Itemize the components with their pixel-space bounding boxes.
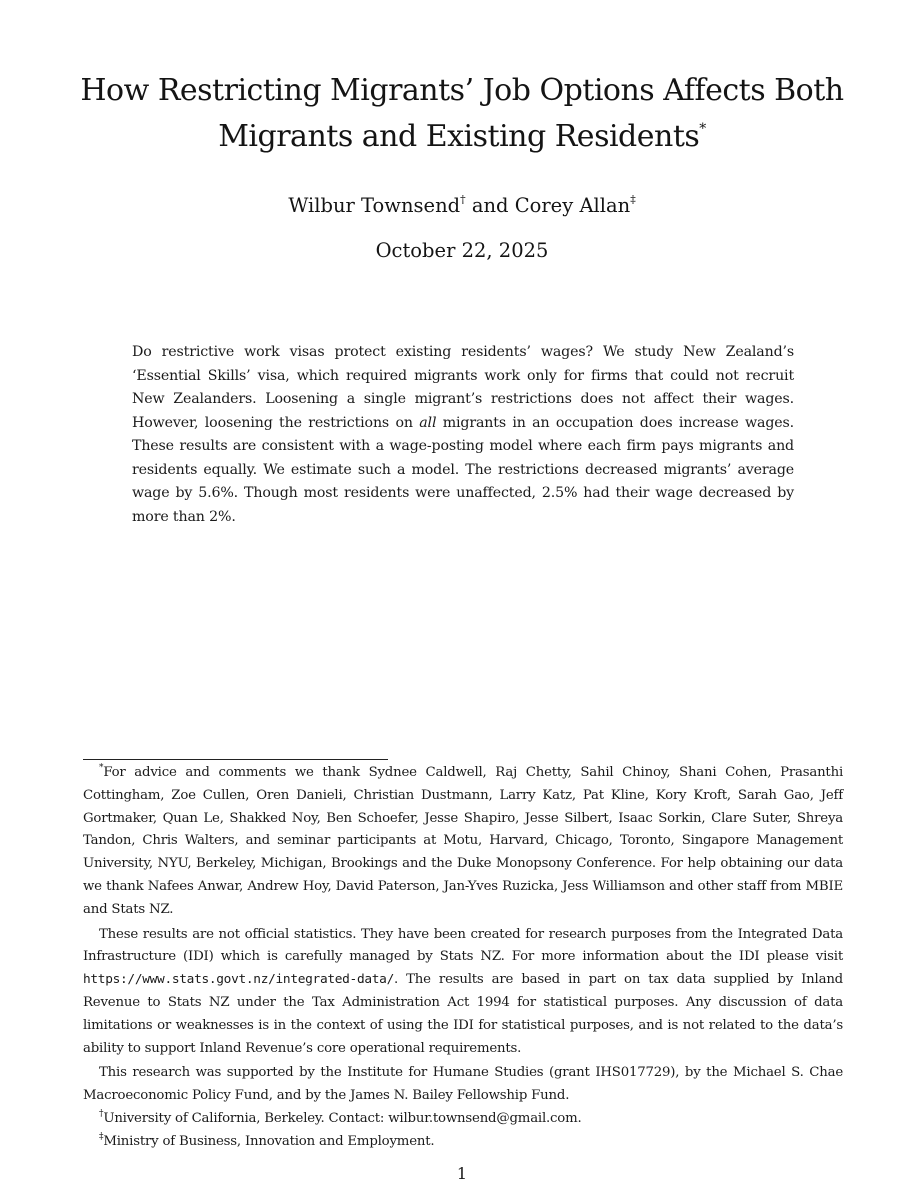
- author-2-name: Corey Allan: [514, 194, 631, 217]
- page-number: 1: [456, 1164, 468, 1183]
- footnote-affiliation-1: [83, 1108, 843, 1131]
- acknowledgements-text: For advice and comments we thank Sydnee Caldwell, Raj Chetty, Sahil Chinoy, Shani Cohen, Prasanthi Cottingham, Zoe Cullen, Oren Danieli, Christian Dustmann, Larry Katz, Pat Kline, Kory Kroft, Sarah Gao, Jeff Gortmaker, Quan Le, Shakked Noy, Ben Schoefer, Jesse Shapiro, Jesse Silbert, Isaac Sorkin, Clare Suter, Shreya Tandon, Chris Walters, and seminar participants at Motu, Harvard, Chicago, Toronto, Singapore Management University, NYU, Berkeley, Michigan, Brookings and the Duke Monopsony Conference. For help obtaining our data we thank Nafees Anwar, Andrew Hoy, David Paterson, Jan-Yves Ruzicka, Jess Williamson and other staff from MBIE and Stats NZ.: [83, 765, 843, 917]
- footnote-acknowledgements: [83, 762, 843, 922]
- author-list: [60, 192, 864, 220]
- author-1-name: Wilbur Townsend: [288, 194, 461, 217]
- funding-text: This research was supported by the Institute for Humane Studies (grant IHS017729), by the Michael S. Chae Macroeconomic Policy Fund, and by the James N. Bailey Fellowship Fund.: [83, 1065, 843, 1104]
- abstract-text-1: Do restrictive work visas protect existing residents’ wages? We study New Zealand’s ‘Essential Skills’ visa, which required migrants work only for firms that could not recruit New Zealanders. Loosening a single migrant’s restrictions does not affect their wages. However, loosening the restrictions on: [132, 344, 794, 431]
- affiliation-1-mark: †: [99, 1108, 104, 1119]
- affiliation-2-mark: ‡: [99, 1131, 104, 1142]
- abstract: [132, 341, 794, 529]
- footnote-disclaimer: [83, 924, 843, 1061]
- title-footnote-mark: *: [699, 121, 706, 137]
- title-line-1: How Restricting Migrants’ Job Options Affects Both: [80, 73, 844, 108]
- affiliation-1-text: University of California, Berkeley. Contact: wilbur.townsend@gmail.com.: [103, 1110, 582, 1126]
- idi-url-link[interactable]: https://www.stats.govt.nz/integrated-data/: [83, 972, 394, 988]
- abstract-text-2: migrants in an occupation does increase wages. These results are consistent with a wage-posting model where each firm pays migrants and residents equally. We estimate such a model. The restrictions decreased migrants’ average wage by 5.6%. Though most residents were unaffected, 2.5% had their wage decreased by more than 2%.: [132, 414, 795, 525]
- author-conjunction: and: [471, 194, 509, 217]
- abstract-emphasis: all: [419, 414, 437, 431]
- footnote-divider: [83, 759, 388, 760]
- disclaimer-text-2: . The results are based in part on tax data supplied by Inland Revenue to Stats NZ under the Tax Administration Act 1994 for statistical purposes. Any discussion of data limitations or weaknesses is in the context of using the IDI for statistical purposes, and is not related to the data’s ability to support Inland Revenue’s core operational requirements.: [83, 972, 843, 1056]
- paper-title: [60, 68, 864, 160]
- footnote-funding: [83, 1062, 843, 1108]
- title-line-2: Migrants and Existing Residents: [218, 119, 700, 154]
- disclaimer-text-1: These results are not official statistics. They have been created for research purposes from the Integrated Data Infrastructure (IDI) which is carefully managed by Stats NZ. For more information about the IDI please visit: [83, 926, 843, 965]
- author-2-mark: ‡: [630, 193, 636, 206]
- publication-date: October 22, 2025: [375, 239, 549, 262]
- acknowledgements-mark: *: [99, 763, 104, 773]
- affiliation-2-text: Ministry of Business, Innovation and Employment.: [103, 1133, 435, 1149]
- footnote-affiliation-2: [83, 1131, 843, 1154]
- footnotes: [83, 762, 843, 1154]
- author-1-mark: †: [460, 193, 466, 206]
